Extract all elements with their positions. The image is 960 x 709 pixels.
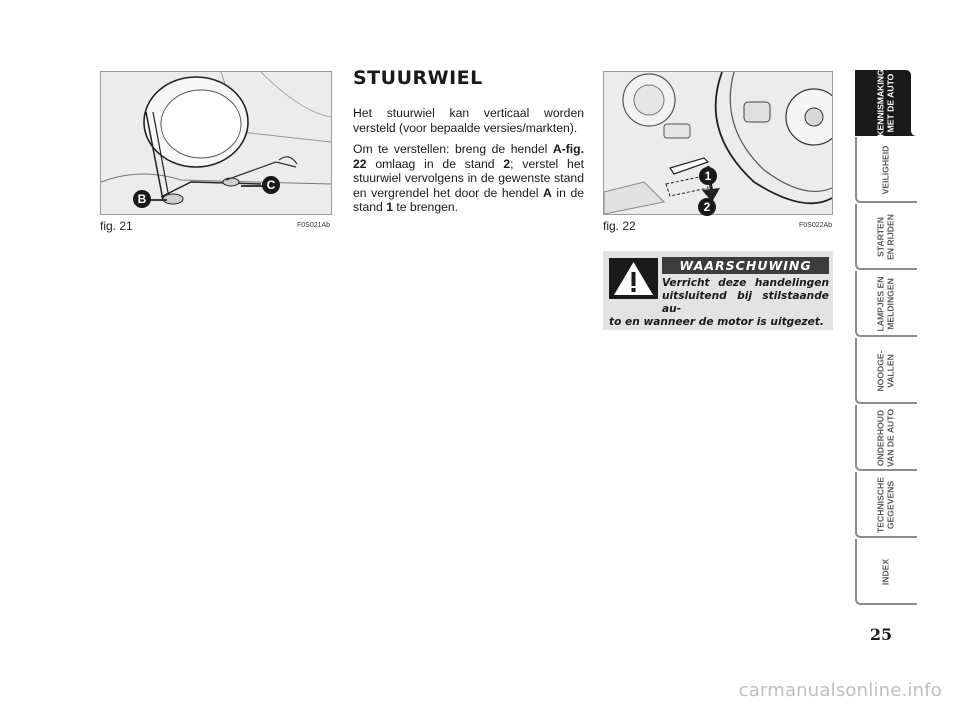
tab-label-line-1: STARTEN	[875, 217, 886, 257]
tab-label-line-2: MELDINGEN	[885, 278, 895, 330]
paragraph-2-part-3: ; verstel het stuurwiel vervolgens in de gewenste stand en vergrendel het door de hendel	[353, 156, 584, 200]
tab-label-line-1: NOODGE-	[875, 350, 886, 392]
tab-label	[877, 214, 896, 260]
tab-label	[877, 350, 896, 391]
tab-veiligheid[interactable]	[855, 137, 917, 203]
fig-21-caption: fig. 21	[100, 219, 133, 233]
tab-noodgevallen[interactable]	[855, 338, 917, 404]
callout-2: 2	[698, 198, 716, 216]
fig-22-caption: fig. 22	[603, 219, 636, 233]
paragraph-2-ref-a-fig: A-fig. 22	[353, 142, 584, 171]
tab-label-line-2: VAN DE AUTO	[885, 408, 895, 468]
warning-text	[609, 277, 829, 329]
tab-label	[877, 277, 896, 332]
page-number: 25	[869, 625, 893, 644]
paragraph-1: Het stuurwiel kan verticaal worden versteld (voor bepaalde versies/markten).	[353, 106, 584, 135]
paragraph-2-ref-a: A	[543, 185, 552, 200]
tab-technische[interactable]	[855, 472, 917, 538]
figure-22	[603, 71, 833, 215]
callout-c: C	[262, 176, 280, 194]
tab-starten[interactable]	[855, 204, 917, 270]
warning-box	[603, 251, 833, 330]
paragraph-2-ref-2: 2	[503, 156, 511, 171]
callout-1: 1	[699, 167, 717, 185]
paragraph-2-part-2: omlaag in de stand	[366, 156, 504, 171]
fig-21-code: F0S021Ab	[297, 222, 331, 229]
tab-label-line-2: VALLEN	[885, 354, 895, 388]
tab-onderhoud[interactable]	[855, 405, 917, 471]
tab-label-line-1: ONDERHOUD	[875, 409, 886, 467]
tab-lampjes[interactable]	[855, 271, 917, 337]
warning-text-line-2: to en wanneer de motor is uitgezet.	[609, 316, 824, 328]
tab-label-line-1: LAMPJES EN	[875, 276, 886, 332]
fig-22-code: F0S022Ab	[799, 222, 833, 229]
tab-label	[877, 69, 896, 136]
paragraph-2	[353, 142, 584, 215]
tab-label	[877, 477, 896, 533]
tab-label-line-2: MET DE AUTO	[885, 73, 895, 133]
paragraph-2-ref-1: 1	[386, 200, 393, 215]
callout-b: B	[133, 190, 151, 208]
tab-label: VEILIGHEID	[880, 145, 891, 195]
paragraph-2-part-1: Om te verstellen: breng de hendel	[353, 142, 553, 156]
warning-text-line-1: Verricht deze handelingen uitsluitend bij stilstaande au-	[662, 277, 829, 315]
section-title: STUURWIEL	[353, 67, 483, 89]
paragraph-2-part-4: in de stand	[353, 185, 584, 215]
tab-label-line-1: TECHNISCHE	[875, 477, 886, 533]
tab-label-line-2: EN RIJDEN	[885, 214, 895, 260]
tab-label-line-1: KENNISMAKING	[875, 69, 886, 137]
tab-index[interactable]	[855, 539, 917, 605]
tab-label: INDEX	[880, 558, 891, 586]
warning-header: WAARSCHUWING	[662, 257, 829, 274]
paragraph-2-part-5: te brengen.	[392, 200, 459, 215]
steering-lever-illustration	[604, 72, 832, 214]
tab-label-line-2: GEGEVENS	[885, 480, 895, 530]
tab-label	[877, 409, 896, 467]
watermark: carmanualsonline.info	[738, 680, 942, 701]
tab-kennismaking[interactable]	[855, 70, 917, 136]
